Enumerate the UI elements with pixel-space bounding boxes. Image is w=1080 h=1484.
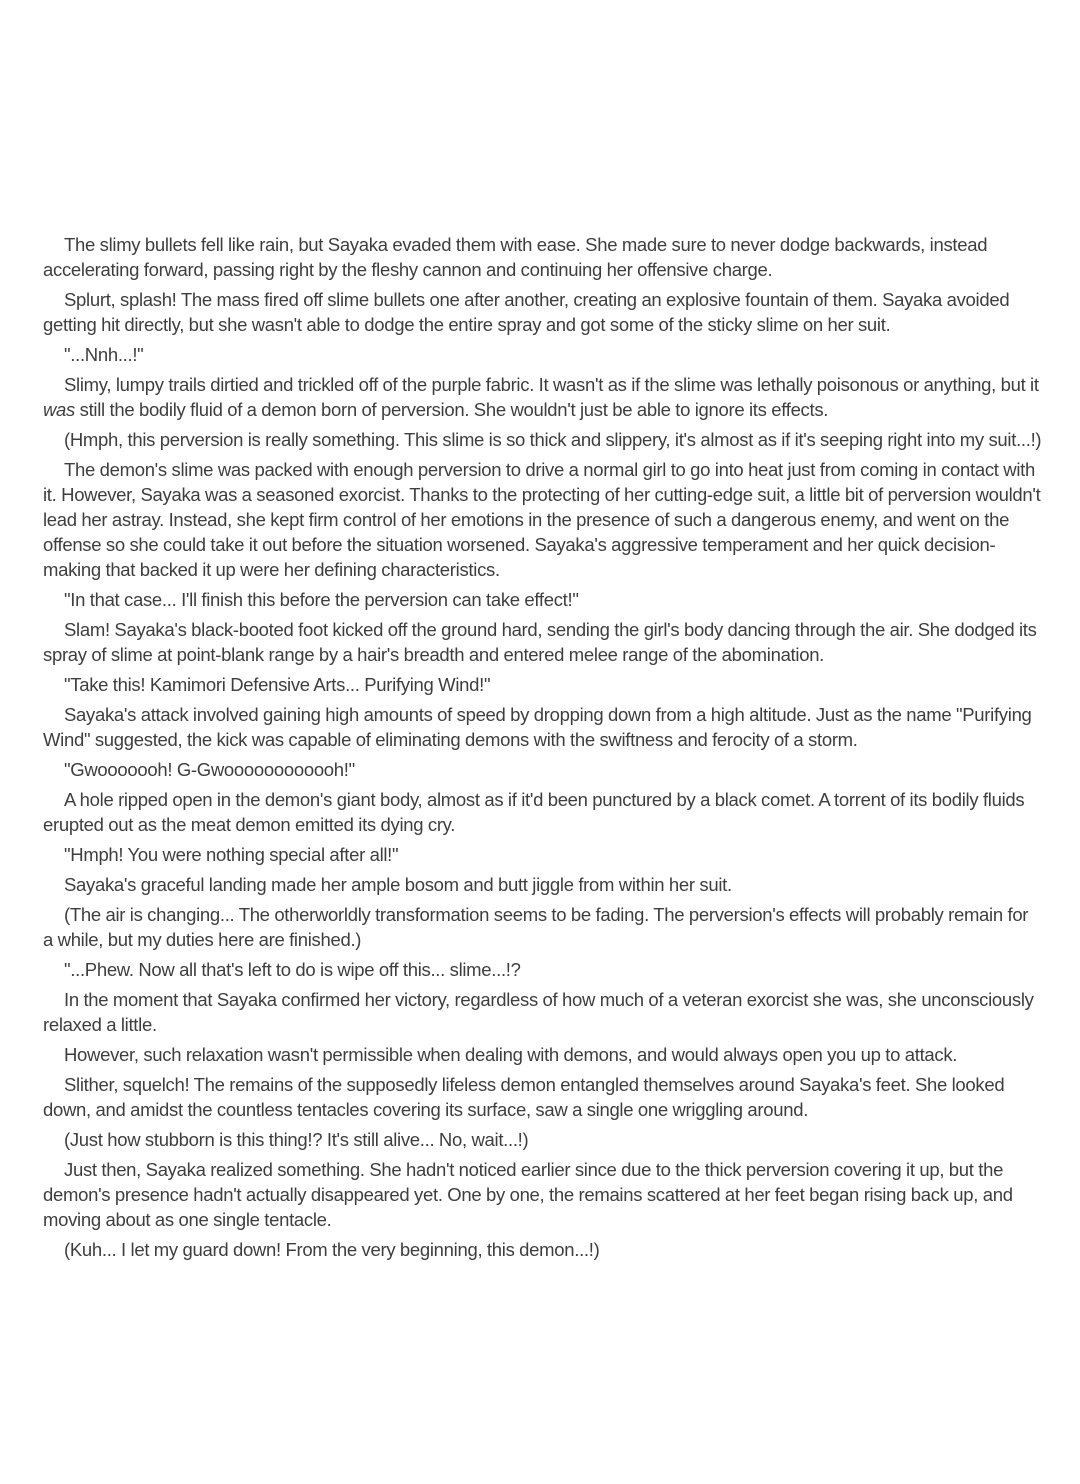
text-segment: "Hmph! You were nothing special after all!" bbox=[64, 844, 399, 865]
text-segment: "In that case... I'll finish this before the perversion can take effect!" bbox=[64, 589, 579, 610]
story-paragraph bbox=[43, 672, 1042, 697]
story-paragraph bbox=[43, 342, 1042, 367]
text-segment: The slimy bullets fell like rain, but Sayaka evaded them with ease. She made sure to never dodge backwards, instead accelerating forward, passing right by the fleshy cannon and continuing her offensive charge. bbox=[43, 234, 988, 280]
text-segment: Slimy, lumpy trails dirtied and trickled off of the purple fabric. It wasn't as if the slime was lethally poisonous or anything, but it bbox=[64, 374, 1039, 395]
story-paragraph bbox=[43, 757, 1042, 782]
text-segment: "...Phew. Now all that's left to do is wipe off this... slime...!? bbox=[64, 959, 521, 980]
story-paragraph bbox=[43, 1072, 1042, 1122]
story-paragraph bbox=[43, 1042, 1042, 1067]
story-paragraph bbox=[43, 427, 1042, 452]
text-segment: "Take this! Kamimori Defensive Arts... Purifying Wind!" bbox=[64, 674, 491, 695]
story-paragraph bbox=[43, 232, 1042, 282]
story-paragraph bbox=[43, 372, 1042, 422]
story-paragraph bbox=[43, 457, 1042, 582]
text-segment: (Just how stubborn is this thing!? It's still alive... No, wait...!) bbox=[64, 1129, 529, 1150]
text-segment: However, such relaxation wasn't permissible when dealing with demons, and would always open you up to attack. bbox=[64, 1044, 958, 1065]
text-segment: Sayaka's graceful landing made her ample bosom and butt jiggle from within her suit. bbox=[64, 874, 732, 895]
page-text bbox=[43, 232, 1042, 1262]
story-paragraph bbox=[43, 872, 1042, 897]
story-paragraph bbox=[43, 1237, 1042, 1262]
story-paragraph bbox=[43, 1127, 1042, 1152]
text-segment: (Hmph, this perversion is really something. This slime is so thick and slippery, it's almost as if it's seeping right into my suit...!) bbox=[64, 429, 1042, 450]
text-segment: "Gwooooooh! G-Gwoooooooooooh!" bbox=[64, 759, 355, 780]
text-segment: Splurt, splash! The mass fired off slime bullets one after another, creating an explosive fountain of them. Sayaka avoided getting hit directly, but she wasn't able to dodge the entire spray and got some of the sticky slime on her suit. bbox=[43, 289, 1010, 335]
story-paragraph bbox=[43, 617, 1042, 667]
text-segment: The demon's slime was packed with enough perversion to drive a normal girl to go into heat just from coming in contact with it. However, Sayaka was a seasoned exorcist. Thanks to the protecting of her cutting-edge suit, a little bit of perversion wouldn't lead her astray. Instead, she kept firm control of her emotions in the presence of such a dangerous enemy, and went on the offense so she could take it out before the situation worsened. Sayaka's aggressive temperament and her quick decision-making that backed it up were her defining characteristics. bbox=[43, 459, 1041, 580]
italic-text-segment: was bbox=[43, 399, 75, 420]
text-segment: (The air is changing... The otherworldly transformation seems to be fading. The perversion's effects will probably remain for a while, but my duties here are finished.) bbox=[43, 904, 1029, 950]
text-segment: Slam! Sayaka's black-booted foot kicked off the ground hard, sending the girl's body dancing through the air. She dodged its spray of slime at point-blank range by a hair's breadth and entered melee range of the abomination. bbox=[43, 619, 1037, 665]
story-paragraph bbox=[43, 702, 1042, 752]
story-paragraph bbox=[43, 287, 1042, 337]
story-paragraph bbox=[43, 787, 1042, 837]
text-segment: (Kuh... I let my guard down! From the very beginning, this demon...!) bbox=[64, 1239, 600, 1260]
story-paragraph bbox=[43, 957, 1042, 982]
text-segment: Sayaka's attack involved gaining high amounts of speed by dropping down from a high altitude. Just as the name "Purifying Wind" suggested, the kick was capable of eliminating demons with the swiftness and ferocity of a storm. bbox=[43, 704, 1032, 750]
text-segment: still the bodily fluid of a demon born of perversion. She wouldn't just be able to ignore its effects. bbox=[75, 399, 829, 420]
story-paragraph bbox=[43, 587, 1042, 612]
text-segment: A hole ripped open in the demon's giant body, almost as if it'd been punctured by a black comet. A torrent of its bodily fluids erupted out as the meat demon emitted its dying cry. bbox=[43, 789, 1025, 835]
story-paragraph bbox=[43, 1157, 1042, 1232]
story-paragraph bbox=[43, 987, 1042, 1037]
text-segment: Just then, Sayaka realized something. She hadn't noticed earlier since due to the thick perversion covering it up, but the demon's presence hadn't actually disappeared yet. One by one, the remains scattered at her feet began rising back up, and moving about as one single tentacle. bbox=[43, 1159, 1013, 1230]
story-paragraph bbox=[43, 902, 1042, 952]
text-segment: Slither, squelch! The remains of the supposedly lifeless demon entangled themselves around Sayaka's feet. She looked down, and amidst the countless tentacles covering its surface, saw a single one wriggling around. bbox=[43, 1074, 1005, 1120]
story-paragraph bbox=[43, 842, 1042, 867]
text-segment: "...Nnh...!" bbox=[64, 344, 144, 365]
text-segment: In the moment that Sayaka confirmed her victory, regardless of how much of a veteran exorcist she was, she unconsciously relaxed a little. bbox=[43, 989, 1034, 1035]
